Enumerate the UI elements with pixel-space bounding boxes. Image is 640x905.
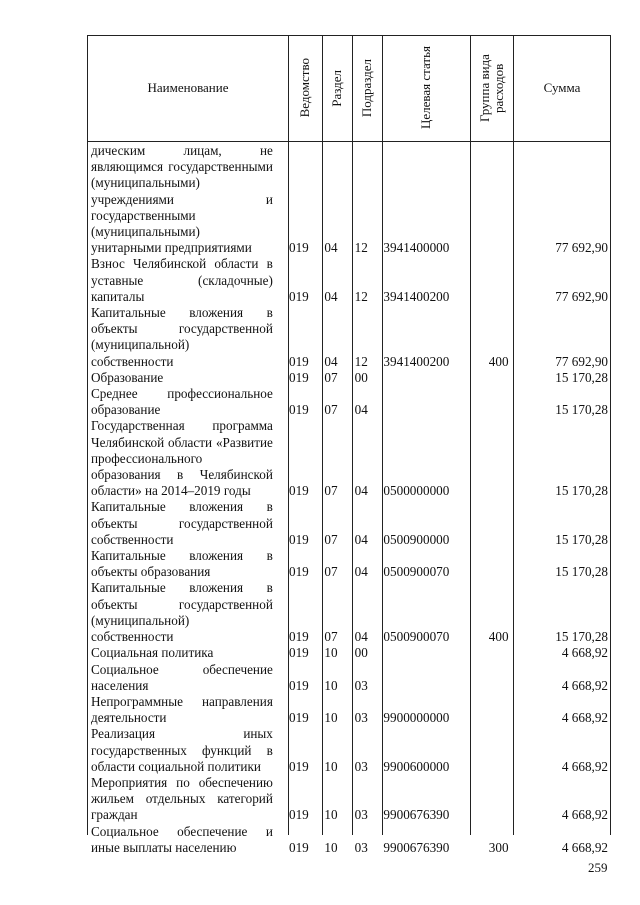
cell-celevaya-statya: 0500900070 [383, 629, 450, 645]
cell-razdel: 07 [324, 564, 338, 580]
cell-summa: 15 170,28 [555, 564, 609, 580]
cell-vedomstvo: 019 [288, 758, 309, 774]
cell-podrazdel: 03 [354, 807, 368, 823]
cell-vedomstvo: 019 [288, 710, 309, 726]
cell-summa: 4 668,92 [561, 710, 609, 726]
cell-gruppa: 300 [488, 839, 509, 855]
table-row [88, 548, 610, 580]
cell-name: Капитальные вложения в объекты государственной (муниципальной) собственности [91, 580, 273, 645]
cell-vedomstvo: 019 [288, 645, 309, 661]
cell-summa: 77 692,90 [555, 240, 609, 256]
table-row [88, 386, 610, 418]
cell-razdel: 10 [324, 645, 338, 661]
cell-celevaya-statya: 3941400200 [383, 353, 450, 369]
cell-podrazdel: 12 [354, 288, 368, 304]
cell-summa: 4 668,92 [561, 807, 609, 823]
cell-razdel: 10 [324, 758, 338, 774]
cell-name: Капитальные вложения в объекты государственной (муниципальной) собственности [91, 305, 273, 369]
cell-razdel: 10 [324, 677, 338, 693]
cell-name: Социальная политика [91, 645, 214, 661]
cell-celevaya-statya: 9900676390 [383, 839, 450, 855]
cell-name: Социальное обеспечение населения [91, 661, 273, 693]
cell-gruppa: 400 [488, 629, 509, 645]
cell-podrazdel: 00 [354, 369, 368, 385]
table-body [88, 143, 610, 856]
table-row [88, 824, 610, 856]
table-row [88, 418, 610, 499]
cell-name: Государственная программа Челябинской области «Развитие профессионального образования в Челябинской области» на 2014–2019 годы [91, 418, 273, 499]
cell-vedomstvo: 019 [288, 564, 309, 580]
cell-summa: 15 170,28 [555, 402, 609, 418]
cell-podrazdel: 03 [354, 839, 368, 855]
header-podrazdel: Подраздел [359, 58, 374, 118]
cell-summa: 15 170,28 [555, 629, 609, 645]
cell-podrazdel: 03 [354, 677, 368, 693]
cell-celevaya-statya: 0500900000 [383, 531, 450, 547]
cell-razdel: 04 [324, 288, 338, 304]
cell-vedomstvo: 019 [288, 839, 309, 855]
cell-podrazdel: 04 [354, 629, 368, 645]
cell-razdel: 04 [324, 353, 338, 369]
cell-celevaya-statya: 9900600000 [383, 758, 450, 774]
cell-podrazdel: 03 [354, 710, 368, 726]
cell-razdel: 07 [324, 629, 338, 645]
cell-celevaya-statya: 9900676390 [383, 807, 450, 823]
cell-vedomstvo: 019 [288, 288, 309, 304]
header-summa: Сумма [543, 80, 581, 95]
cell-razdel: 10 [324, 839, 338, 855]
cell-celevaya-statya: 0500900070 [383, 564, 450, 580]
cell-razdel: 07 [324, 369, 338, 385]
cell-razdel: 10 [324, 807, 338, 823]
table-row [88, 499, 610, 548]
cell-name: Среднее профессиональное образование [91, 386, 273, 418]
cell-summa: 4 668,92 [561, 677, 609, 693]
cell-razdel: 04 [324, 240, 338, 256]
cell-podrazdel: 12 [354, 353, 368, 369]
page-number: 259 [588, 860, 608, 875]
cell-name: Реализация иных государственных функций в области социальной политики [91, 726, 273, 774]
cell-razdel: 07 [324, 483, 338, 499]
cell-name: Капитальные вложения в объекты образования [91, 548, 273, 580]
cell-celevaya-statya: 0500000000 [383, 483, 450, 499]
cell-name: Социальное обеспечение и иные выплаты населению [91, 823, 273, 855]
cell-name: Капитальные вложения в объекты государственной собственности [91, 499, 273, 547]
cell-podrazdel: 12 [354, 240, 368, 256]
cell-summa: 4 668,92 [561, 839, 609, 855]
cell-razdel: 07 [324, 531, 338, 547]
cell-gruppa: 400 [488, 353, 509, 369]
cell-summa: 15 170,28 [555, 531, 609, 547]
cell-razdel: 07 [324, 402, 338, 418]
cell-name: Непрограммные направления деятельности [91, 693, 273, 726]
header-bottom-border [87, 141, 611, 142]
cell-podrazdel: 04 [354, 483, 368, 499]
header-gruppa-vida-rashodov: Группа вида расходов [476, 54, 506, 122]
table-row [88, 143, 610, 256]
table-row [88, 580, 610, 645]
table-row [88, 370, 610, 386]
cell-summa: 4 668,92 [561, 758, 609, 774]
header-razdel: Раздел [329, 69, 344, 107]
cell-celevaya-statya: 3941400200 [383, 288, 450, 304]
cell-summa: 77 692,90 [555, 353, 609, 369]
cell-vedomstvo: 019 [288, 402, 309, 418]
cell-name: дическим лицам, не являющимся государственными (муниципальными) учреждениями и государственными (муниципальными) унитарными предприятиями [91, 143, 273, 256]
table-row [88, 726, 610, 775]
cell-podrazdel: 04 [354, 564, 368, 580]
cell-name: Образование [91, 369, 164, 385]
cell-celevaya-statya: 9900000000 [383, 710, 450, 726]
cell-summa: 77 692,90 [555, 288, 609, 304]
cell-podrazdel: 00 [354, 645, 368, 661]
table-row [88, 645, 610, 661]
table-row [88, 305, 610, 370]
cell-summa: 4 668,92 [561, 645, 609, 661]
header-celevaya-statya: Целевая статья [418, 46, 433, 130]
cell-name: Мероприятия по обеспечению жильем отдельных категорий граждан [91, 774, 273, 823]
cell-vedomstvo: 019 [288, 807, 309, 823]
cell-razdel: 10 [324, 710, 338, 726]
cell-vedomstvo: 019 [288, 483, 309, 499]
cell-celevaya-statya: 3941400000 [383, 240, 450, 256]
header-vedomstvo: Ведомство [297, 58, 312, 118]
cell-vedomstvo: 019 [288, 240, 309, 256]
table-row [88, 662, 610, 694]
header-name: Наименование [147, 80, 229, 95]
table-row [88, 694, 610, 726]
cell-vedomstvo: 019 [288, 369, 309, 385]
cell-name: Взнос Челябинской области в уставные (складочные) капиталы [91, 256, 273, 304]
cell-summa: 15 170,28 [555, 483, 609, 499]
table-row [88, 775, 610, 824]
cell-podrazdel: 04 [354, 402, 368, 418]
cell-summa: 15 170,28 [555, 369, 609, 385]
table-row [88, 256, 610, 305]
cell-vedomstvo: 019 [288, 353, 309, 369]
cell-vedomstvo: 019 [288, 531, 309, 547]
cell-vedomstvo: 019 [288, 629, 309, 645]
cell-podrazdel: 03 [354, 758, 368, 774]
cell-vedomstvo: 019 [288, 677, 309, 693]
cell-podrazdel: 04 [354, 531, 368, 547]
table-right-border [610, 35, 611, 835]
